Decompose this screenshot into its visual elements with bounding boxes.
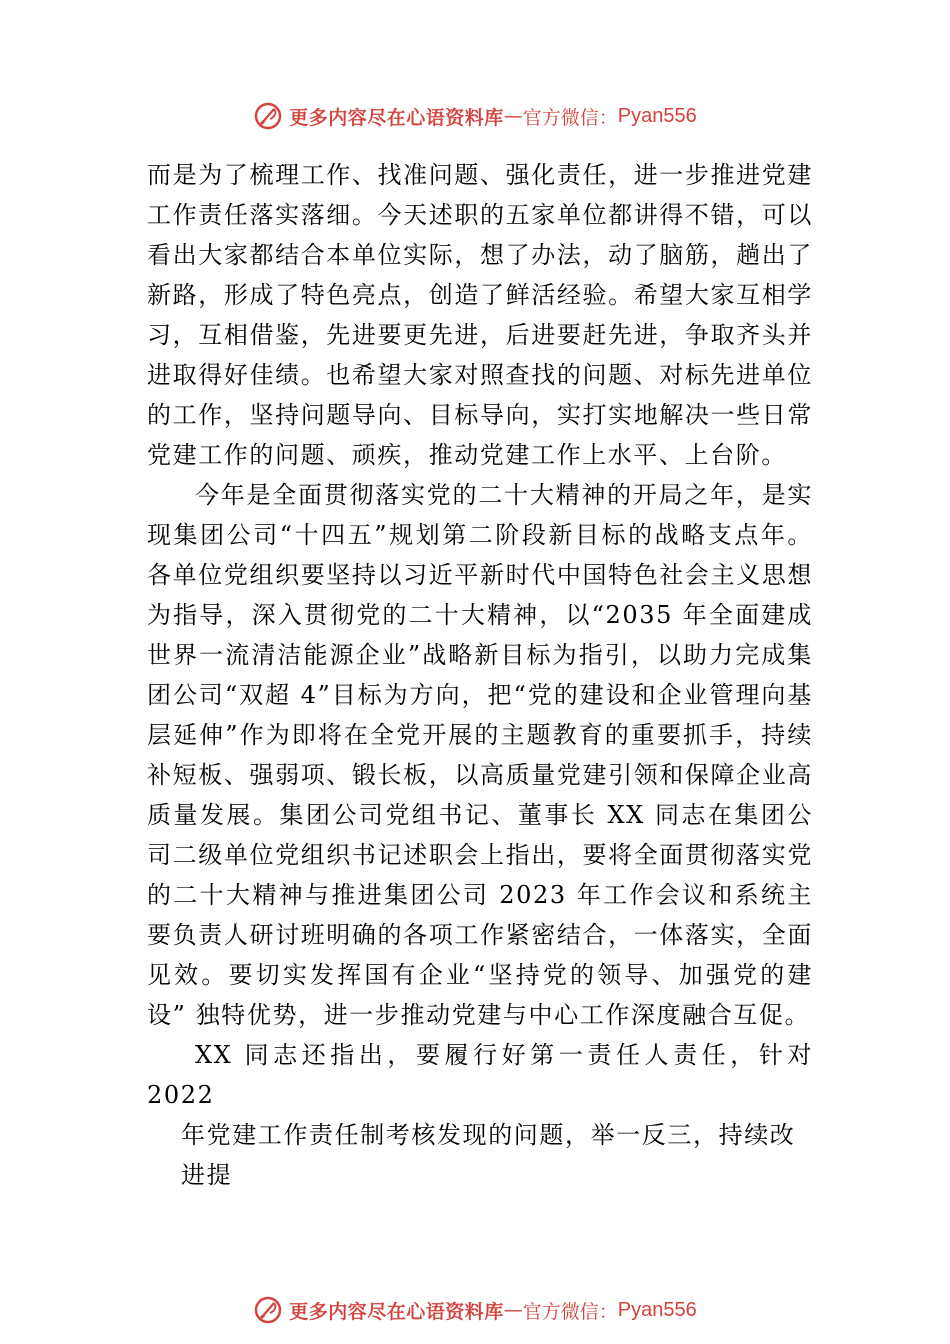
header-wechat-id: Pyan556 [617,104,697,127]
footer-wechat-label: 官方微信： [522,1300,618,1323]
quill-logo-icon [253,101,283,131]
footer-dash: — [503,1299,523,1321]
header-dash: — [503,105,523,127]
header-brand-text: 更多内容尽在心语资料库 [289,106,504,129]
header-wechat-label: 官方微信： [522,106,618,129]
paragraph-1: 而是为了梳理工作、找准问题、强化责任，进一步推进党建工作责任落实落细。今天述职的五家单位都讲得不错，可以看出大家都结合本单位实际，想了办法，动了脑筋，趟出了新路，形成了特色亮点，创造了鲜活经验。希望大家互相学习，互相借鉴，先进要更先进，后进要赶先进，争取齐头并进取得好佳绩。也希望大家对照查找的问题、对标先进单位的工作，坚持问题导向、目标导向，实打实地解决一些日常党建工作的问题、顽疾，推动党建工作上水平、上台阶。 [147,161,813,469]
paragraph-2: 今年是全面贯彻落实党的二十大精神的开局之年，是实现集团公司“十四五”规划第二阶段新目标的战略支点年。 各单位党组织要坚持以习近平新时代中国特色社会主义思想为指导，深入贯彻党的二十大精神，以“2035 年全面建成世界一流清洁能源企业”战略新目标为指引，以助力完成集团公司“双超 4”目标为方向，把“党的建设和企业管理向基层延伸”作为即将在全党开展的主题教育的重要抓手，持续补短板、强弱项、锻长板，以高质量党建引领和保障企业高质量发展。集团公司党组书记、董事长 XX 同志在集团公司二级单位党组织书记述职会上指出，要将全面贯彻落实党的二十大精神与推进集团公司 2023 年工作会议和系统主要负责人研讨班明确的各项工作紧密结合，一体落实，全面见效。要切实发挥国有企业“坚持党的领导、加强党的建设” 独特优势，进一步推动党建与中心工作深度融合互促。 [147,481,813,1029]
footer-brand-text: 更多内容尽在心语资料库 [289,1300,504,1323]
document-body [147,155,813,1195]
paragraph-3: XX 同志还指出，要履行好第一责任人责任，针对 2022 [147,1041,813,1109]
quill-logo-icon [253,1295,283,1325]
footer-watermark [0,1290,950,1330]
footer-wechat-id: Pyan556 [617,1298,697,1321]
paragraph-3-continuation: 年党建工作责任制考核发现的问题，举一反三，持续改进提 [181,1121,796,1189]
header-watermark [0,96,950,136]
